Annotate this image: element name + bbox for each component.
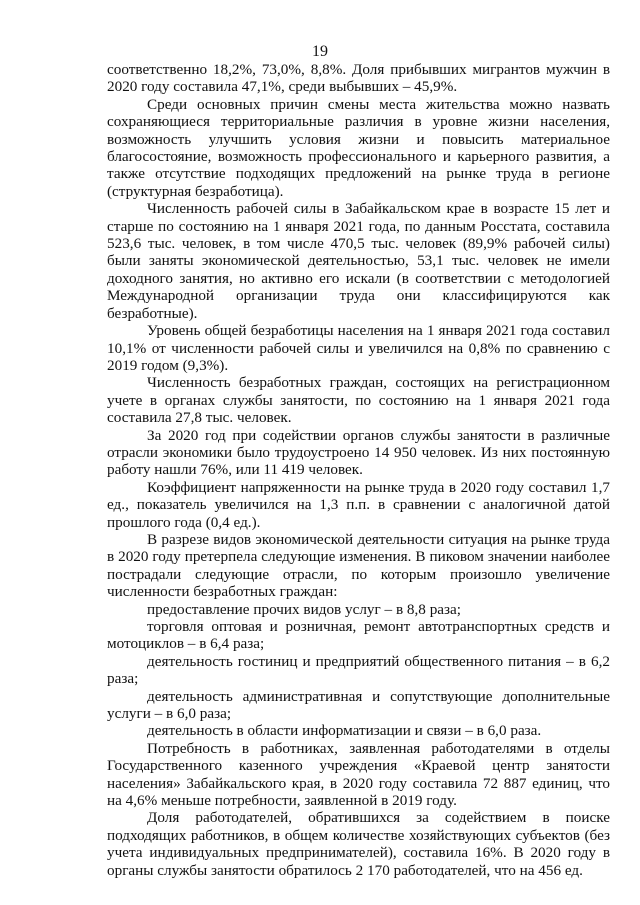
paragraph: Уровень общей безработицы населения на 1 января 2021 года составил 10,1% от численности рабочей силы и увеличился на 0,8% по сравнению с 2019 годом (9,3%). bbox=[107, 322, 610, 374]
list-item: деятельность административная и сопутствующие дополнительные услуги – в 6,0 раза; bbox=[107, 687, 610, 723]
paragraph: Численность безработных граждан, состоящих на регистрационном учете в органах службы занятости, по состоянию на 1 января 2021 года составила 27,8 тыс. человек. bbox=[107, 374, 610, 427]
list-item: деятельность в области информатизации и связи – в 6,0 раза. bbox=[147, 722, 542, 740]
paragraph: Численность рабочей силы в Забайкальском крае в возрасте 15 лет и старше по состоянию на 1 января 2021 года, по данным Росстата, составила 523,6 тыс. человек, в том числе 470,5 тыс. человек (89,9% рабочей силы) были заняты экономической деятельностью, 53,1 тыс. человек не имели доходного занятия, но активно его искали (в соответствии с методологией Международной организации труда они классифицируются как безработные). bbox=[107, 200, 610, 322]
page-body bbox=[107, 61, 610, 879]
paragraph: соответственно 18,2%, 73,0%, 8,8%. Доля прибывших мигрантов мужчин в 2020 году составила 47,1%, среди выбывших – 45,9%. bbox=[107, 61, 610, 96]
list-item: предоставление прочих видов услуг – в 8,8 раза; bbox=[147, 600, 461, 618]
list-item: деятельность гостиниц и предприятий общественного питания – в 6,2 раза; bbox=[107, 652, 610, 688]
paragraph: Коэффициент напряженности на рынке труда в 2020 году составил 1,7 ед., показатель увеличился на 1,3 п.п. в сравнении с аналогичной датой прошлого года (0,4 ед.). bbox=[107, 478, 610, 531]
paragraph: Доля работодателей, обратившихся за содействием в поиске подходящих работников, в общем количестве хозяйствующих субъектов (без учета индивидуальных предпринимателей), составила 16%. В 2020 году в органы службы занятости обратилось 2 170 работодателей, что на 456 ед. bbox=[107, 809, 610, 879]
paragraph: В разрезе видов экономической деятельности ситуация на рынке труда в 2020 году претерпела следующие изменения. В пиковом значении наиболее пострадали следующие отрасли, по которым произошло увеличение численности безработных граждан: bbox=[107, 530, 610, 601]
paragraph: Среди основных причин смены места жительства можно назвать сохраняющиеся территориальные различия в уровне жизни населения, возможность улучшить условия жизни и повысить материальное благосостояние, возможность профессионального и карьерного развития, а также отсутствие подходящих предложений на рынке труда в регионе (структурная безработица). bbox=[107, 95, 610, 200]
paragraph: За 2020 год при содействии органов службы занятости в различные отрасли экономики было трудоустроено 14 950 человек. Из них постоянную работу нашли 76%, или 11 419 человек. bbox=[107, 426, 610, 479]
list-item: торговля оптовая и розничная, ремонт автотранспортных средств и мотоциклов – в 6,4 раза; bbox=[107, 618, 610, 653]
paragraph: Потребность в работниках, заявленная работодателями в отделы Государственного казенного учреждения «Краевой центр занятости населения» Забайкальского края, в 2020 году составила 72 887 единиц, что на 4,6% меньше потребности, заявленной в 2019 году. bbox=[107, 739, 610, 810]
page-number: 19 bbox=[312, 43, 328, 60]
